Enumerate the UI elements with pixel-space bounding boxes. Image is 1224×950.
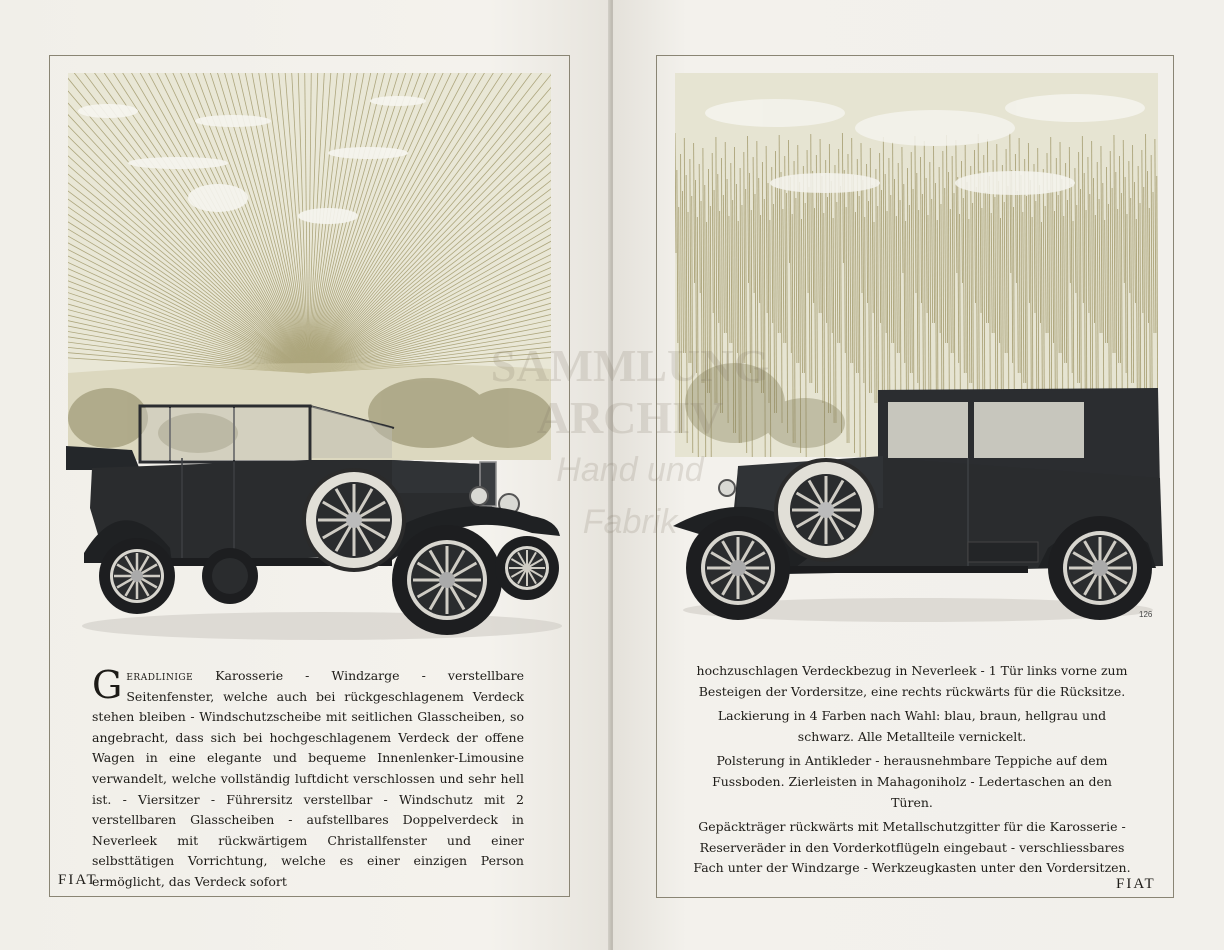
right-paragraph-4: Gepäckträger rückwärts mit Metallschutzgitter für die Karosserie - Reserveräder in den Vorderkotflügeln eingebaut - verschliessbares Fach unter der Windzarge - Werkzeugkasten unter den Vordersitzen. bbox=[693, 819, 1131, 876]
fiat-touring-car-open bbox=[62, 398, 564, 643]
dropcap-letter: G bbox=[92, 663, 123, 707]
fiat-limousine-car-closed bbox=[668, 378, 1168, 626]
right-paragraph-1: hochzuschlagen Verdeckbezug in Neverleek - 1 Tür links vorne zum Besteigen der Vordersitze, eine rechts rückwärts für die Rücksitze. bbox=[696, 663, 1128, 699]
right-description-text bbox=[691, 661, 1133, 883]
left-description-text bbox=[92, 663, 524, 893]
left-page bbox=[0, 0, 611, 950]
plate-number: 126 bbox=[1139, 610, 1153, 619]
right-page bbox=[613, 0, 1224, 950]
left-body-text: Karosserie - Windzarge - verstellbare Seitenfenster, welche auch bei rückgeschlagenem Verdeck stehen bleiben - Windschutzscheibe mit seitlichen Glasscheiben, so angebracht, dass sich bei hochgeschlagenem Verdeck der offene Wagen in eine elegante und bequeme Innenlenker-Limousine verwandelt, welche vollständig luftdicht verschlossen und sehr hell ist. - Viersitzer - Führersitz verstellbar - Windschutz mit 2 verstellbaren Glasscheiben - aufstellbares Doppelverdeck in Neverleek mit rückwärtigem Christallfenster und einer selbsttätigen Vorrichtung, welche es einer einzigen Person ermöglicht, das Verdeck sofort bbox=[92, 668, 524, 889]
right-brand-fiat: FIAT bbox=[1116, 876, 1156, 892]
right-paragraph-3: Polsterung in Antikleder - herausnehmbare Teppiche auf dem Fussboden. Zierleisten in Mahagoniholz - Ledertaschen an den Türen. bbox=[712, 753, 1112, 810]
left-brand-fiat: FIAT bbox=[58, 872, 98, 888]
lead-smallcaps: eradlinige bbox=[126, 668, 194, 683]
right-paragraph-2: Lackierung in 4 Farben nach Wahl: blau, braun, hellgrau und schwarz. Alle Metallteile vernickelt. bbox=[717, 708, 1107, 744]
